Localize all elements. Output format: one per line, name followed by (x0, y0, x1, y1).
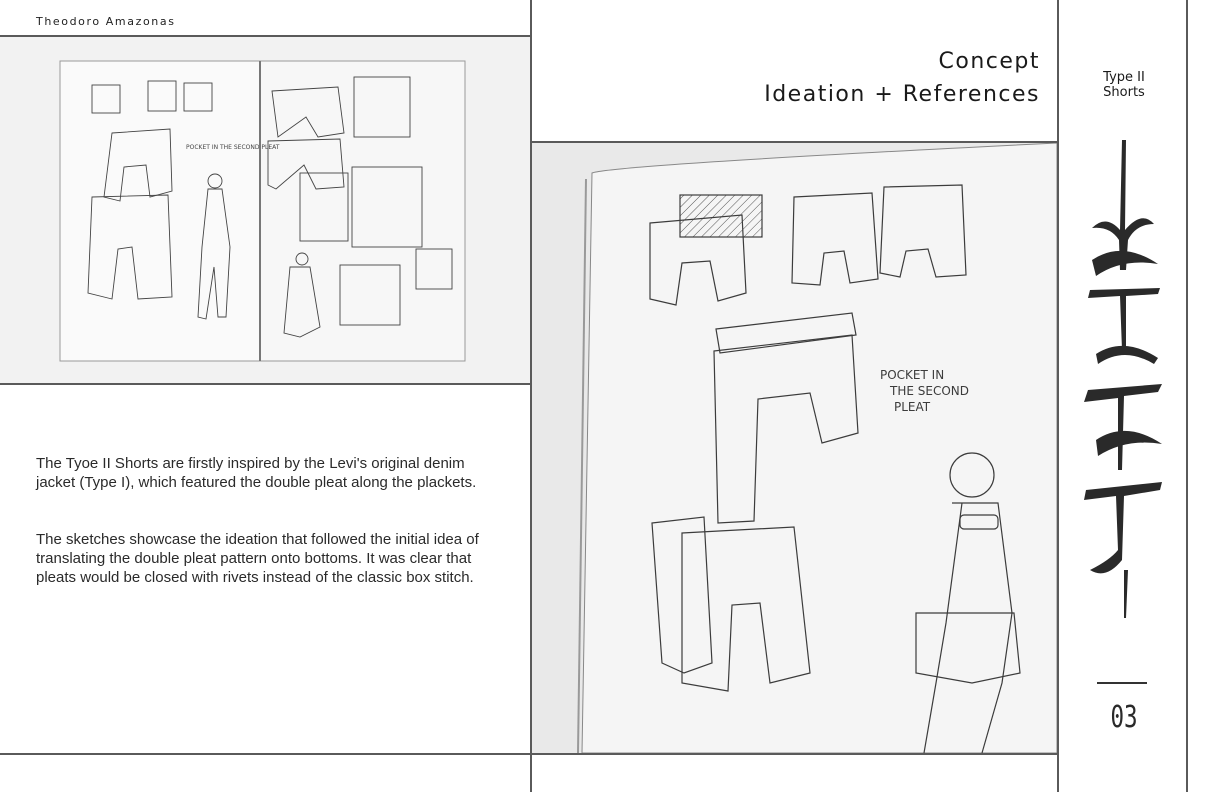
vertical-logo (1062, 140, 1186, 620)
author-name: Theodoro Amazonas (36, 15, 176, 28)
page-number: 03 (1110, 700, 1138, 735)
sketch-note-line2: THE SECOND (890, 384, 969, 398)
body-paragraph-2: The sketches showcase the ideation that followed the initial idea of translating the double pleat pattern onto bottoms. It was clear that pleats would be closed with rivets instead of the classic box stitch. (36, 531, 479, 586)
divider-mid-left (0, 383, 531, 385)
page-title-line1: Concept (938, 49, 1040, 74)
sketch-note-small: POCKET IN THE SECOND PLEAT (186, 144, 280, 151)
body-paragraph-1: The Tyoe II Shorts are firstly inspired by the Levi's original denim jacket (Type I), which featured the double pleat along the plackets. (36, 455, 477, 491)
sketch-note-line1: POCKET IN (880, 368, 945, 382)
sketchbook-photo-small (0, 37, 530, 383)
divider-col-right (1057, 0, 1059, 792)
page-number-rule (1097, 682, 1147, 684)
side-label-line2: Shorts (1103, 85, 1145, 100)
sketchbook-page-illustration (532, 143, 1057, 753)
divider-outer-right (1186, 0, 1188, 792)
side-label-line1: Type II (1103, 70, 1145, 85)
sketchbook-spread-illustration (0, 37, 530, 383)
sketch-note-line3: PLEAT (894, 400, 931, 414)
page-title-line2: Ideation + References (764, 82, 1040, 107)
sketchbook-photo-large (532, 143, 1057, 753)
divider-bottom (0, 753, 1059, 755)
